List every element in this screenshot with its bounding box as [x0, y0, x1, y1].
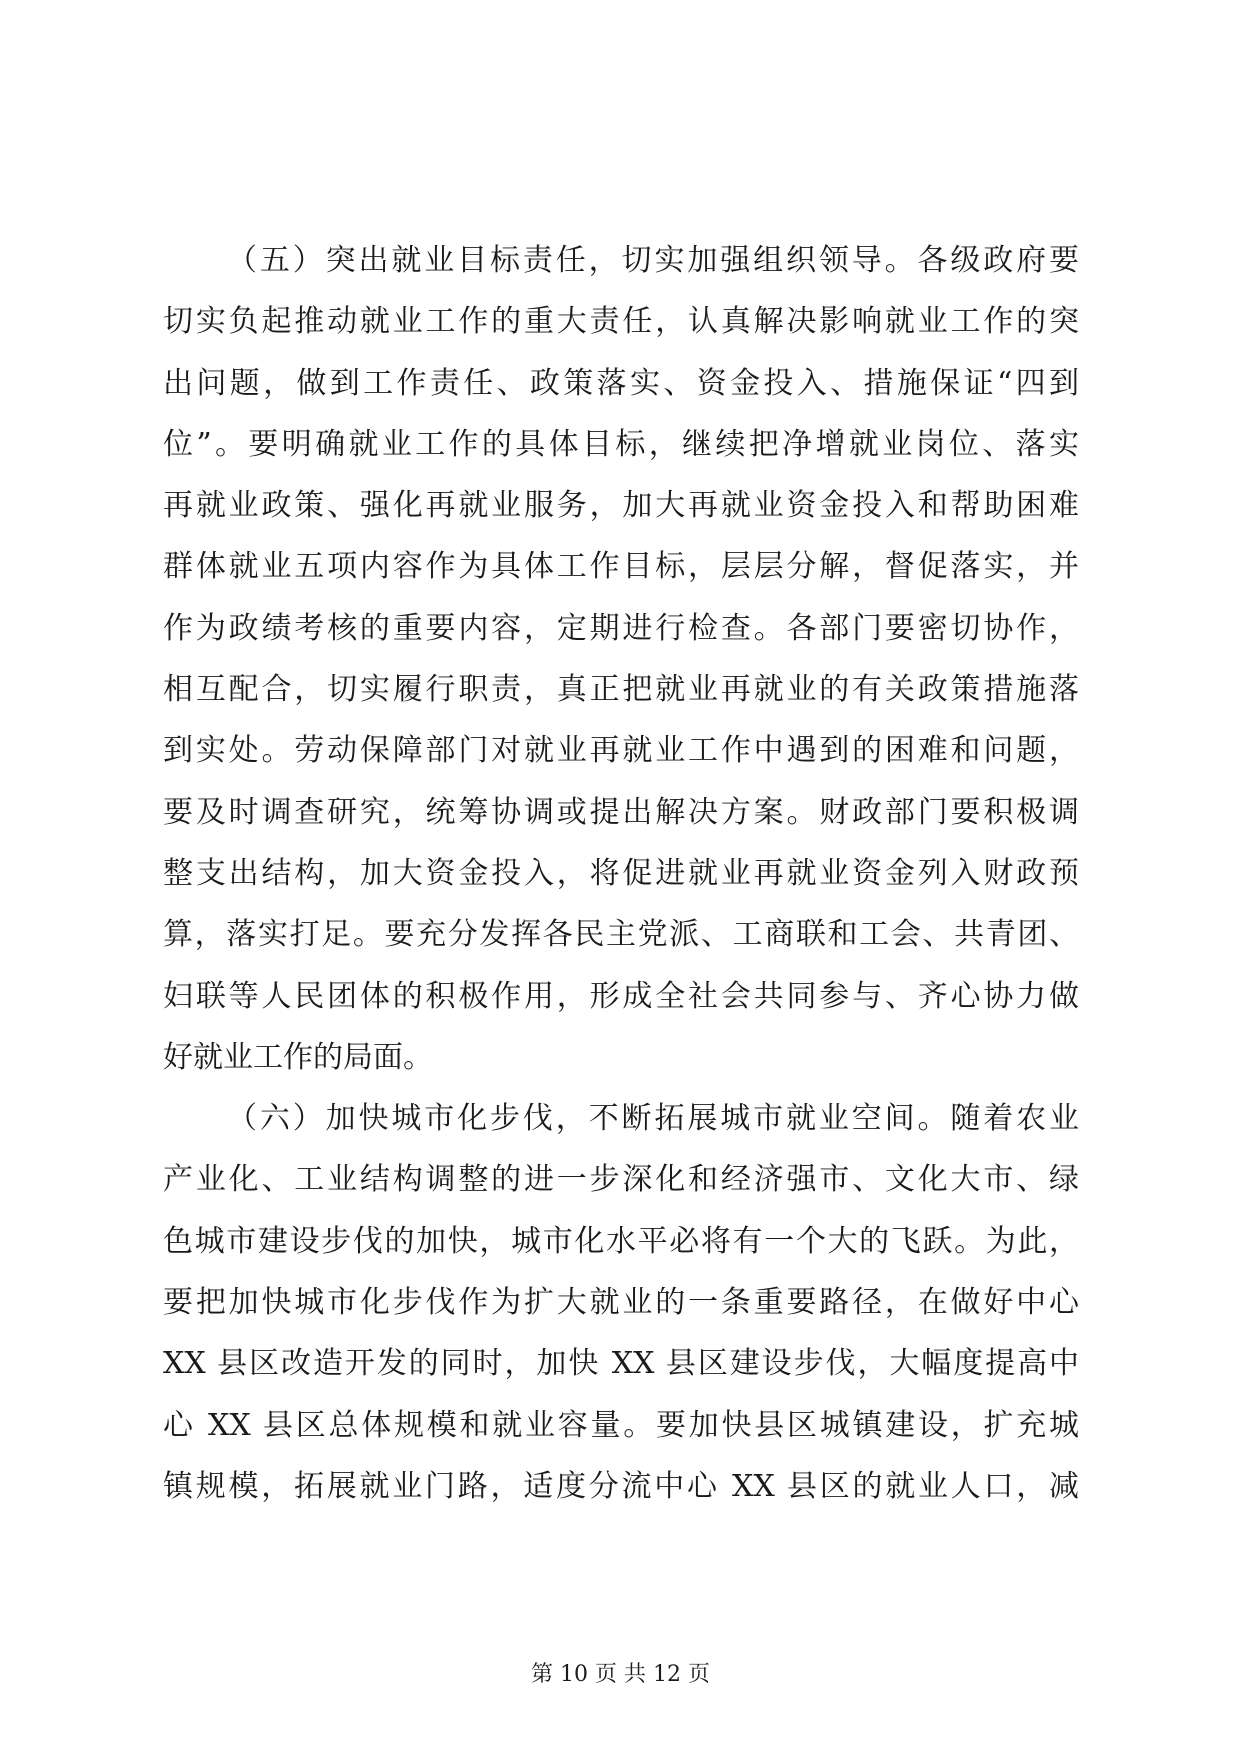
text-line: 相互配合，切实履行职责，真正把就业再就业的有关政策措施落 [163, 672, 1079, 708]
text-line: XX 县区改造开发的同时，加快 XX 县区建设步伐，大幅度提高中 [163, 1346, 1079, 1382]
body-text [163, 230, 1079, 1517]
text-line: （六）加快城市化步伐，不断拓展城市就业空间。随着农业 [227, 1101, 1079, 1137]
text-line: （五）突出就业目标责任，切实加强组织领导。各级政府要 [227, 243, 1079, 278]
text-line: 要把加快城市化步伐作为扩大就业的一条重要路径，在做好中心 [163, 1285, 1079, 1321]
text-line: 整支出结构，加大资金投入，将促进就业再就业资金列入财政预 [163, 855, 1079, 891]
text-line: 出问题，做到工作责任、政策落实、资金投入、措施保证“四到 [163, 365, 1079, 401]
text-line: 妇联等人民团体的积极作用，形成全社会共同参与、齐心协力做 [163, 978, 1079, 1014]
text-line: 切实负起推动就业工作的重大责任，认真解决影响就业工作的突 [163, 304, 1079, 340]
text-line: 色城市建设步伐的加快，城市化水平必将有一个大的飞跃。为此， [163, 1223, 1079, 1259]
text-line: 产业化、工业结构调整的进一步深化和经济强市、文化大市、绿 [163, 1162, 1079, 1198]
page-number-footer: 第 10 页 共 12 页 [531, 1662, 710, 1687]
text-line: 好就业工作的局面。 [163, 1039, 433, 1075]
text-line: 再就业政策、强化再就业服务，加大再就业资金投入和帮助困难 [163, 488, 1079, 524]
text-line: 到实处。劳动保障部门对就业再就业工作中遇到的困难和问题， [163, 733, 1079, 769]
text-line: 镇规模，拓展就业门路，适度分流中心 XX 县区的就业人口，减 [163, 1468, 1079, 1504]
text-line: 位”。要明确就业工作的具体目标，继续把净增就业岗位、落实 [163, 426, 1079, 462]
text-line: 群体就业五项内容作为具体工作目标，层层分解，督促落实，并 [163, 549, 1079, 585]
text-line: 算，落实打足。要充分发挥各民主党派、工商联和工会、共青团、 [163, 917, 1079, 953]
text-line: 要及时调查研究，统筹协调或提出解决方案。财政部门要积极调 [163, 794, 1079, 830]
text-line: 心 XX 县区总体规模和就业容量。要加快县区城镇建设，扩充城 [163, 1407, 1079, 1443]
text-line: 作为政绩考核的重要内容，定期进行检查。各部门要密切协作， [163, 610, 1079, 646]
